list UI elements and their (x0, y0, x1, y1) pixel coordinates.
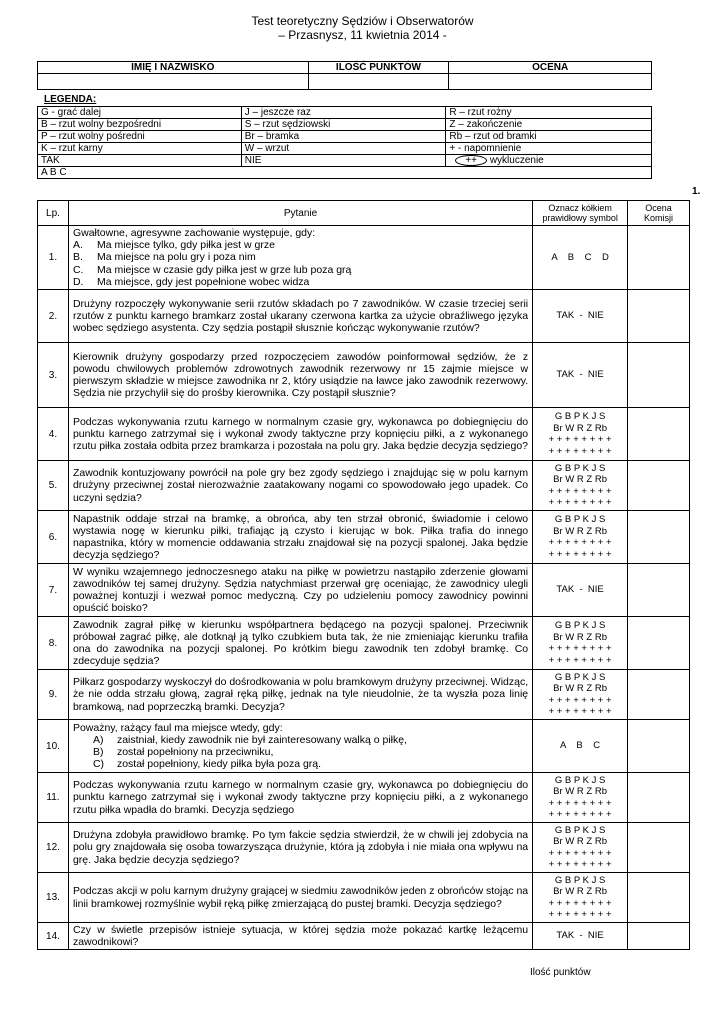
points-footer-label: Ilość punktów (530, 967, 591, 978)
question-row (38, 617, 690, 670)
question-number: 1. (38, 226, 69, 290)
question-number: 14. (38, 923, 69, 950)
question-text: Gwałtowne, agresywne zachowanie występuje, gdy: (72, 227, 316, 239)
question-row (38, 564, 690, 617)
question-text: Drużyny rozpoczęły wykonywanie serii rzutów składach po 7 zawodników. W czasie trzeciej serii rzutów z punktu karnego bramkarz został ukarany czerwona kartka za użycie obraźliwego języka wobec sędziego asystenta. Czy sędzia postąpił słusznie kończąc wykonywanie rzutów? (72, 297, 529, 335)
points-column-header: ILOŚĆ PUNKTÓW (308, 62, 449, 74)
committee-grade-cell[interactable] (628, 343, 690, 408)
question-text: Piłkarz gospodarzy wyskoczył do dośrodkowania w polu bramkowym drużyny przeciwnej. Widząc, że nie odda strzału głową, zagrał ręką piłkę, jednak na tyle nieudolnie, że ta wyszła poza linię bramkową, nad poprzeczką bramki. Decyzja? (72, 676, 529, 713)
question-number: 2. (38, 290, 69, 343)
committee-grade-cell[interactable] (628, 670, 690, 720)
grade-field[interactable] (449, 74, 652, 90)
legend-cell: P – rzut wolny pośredni (38, 131, 242, 143)
question-number: 4. (38, 408, 69, 461)
answer-option (73, 746, 528, 758)
question-cell (68, 343, 532, 408)
answer-symbols[interactable]: G B P K J S Br W R Z Rb + + + + + + + + + + + + + + + + (533, 823, 628, 873)
circle-symbol: ++ (455, 155, 487, 166)
question-text: Podczas wykonywania rzutu karnego w normalnym czasie gry, wykonawca po dobiegnięciu do punktu karnego zatrzymał się i wykonał zwody taktyczne przy kopnięciu piłki, a z wykonanego rzutu piłka wpadła do bramki. Decyzja sędziego (72, 779, 529, 816)
legend-cell: NIE (241, 155, 446, 167)
answer-symbols[interactable]: TAK - NIE (533, 343, 628, 408)
committee-grade-cell[interactable] (628, 873, 690, 923)
legend-cell-red-card (446, 155, 652, 167)
question-cell (68, 226, 532, 290)
question-number: 10. (38, 720, 69, 773)
legend-cell: G - grać dalej (38, 107, 242, 119)
option-text: Ma miejsce tylko, gdy piłka jest w grze (96, 239, 275, 252)
question-row (38, 461, 690, 511)
question-header: Pytanie (68, 201, 532, 226)
question-text: Kierownik drużyny gospodarzy przed rozpoczęciem zawodów poinformował sędziów, że z powodu chwilowych problemów zdrowotnych zawodnik rezerwowy nr 15 zajmie miejsce w pierwszym składzie w miejsce zawodnika nr 2, który usiądzie na ławce jako zawodnik rezerwowy. Sędzia nie przychylił się do prośby kierownika. Czy postąpił słusznie? (72, 350, 529, 400)
answer-option (73, 758, 528, 770)
title-line-1: Test teoretyczny Sędziów i Obserwatorów (251, 14, 474, 28)
question-text: Zawodnik kontuzjowany powrócił na pole gry bez zgody sędziego i znajdując się w polu karnym drużyny przeciwnej został nierozważnie zaatakowany nogami co spowodowało jego upadek. Co uczyni sędzia? (72, 467, 529, 504)
committee-grade-cell[interactable] (628, 823, 690, 873)
committee-grade-cell[interactable] (628, 564, 690, 617)
option-letter: C) (92, 758, 105, 771)
legend-cell: S – rzut sędziowski (241, 119, 446, 131)
legend-title: LEGENDA: (44, 94, 97, 105)
answer-symbols[interactable]: TAK - NIE (533, 564, 628, 617)
option-letter: A. (72, 239, 83, 252)
legend-cell: W – wrzut (241, 143, 446, 155)
question-text: Czy w świetle przepisów istnieje sytuacja, w której sędzia może pokazać kartkę leżącemu zawodnikowi? (72, 924, 529, 949)
question-text: Napastnik oddaje strzał na bramkę, a obrońca, aby ten strzał obronić, świadomie i celowo wystawia nogę w kierunku piłki, trafiając ją czysto i kierując w bok. Piłka trafia do innego napastnika, który w momencie oddawania strzału znajdował się na pozycji spalonej. Jaka będzie decyzja sędziego? (72, 512, 529, 562)
grade-header-line-2: Komisji (644, 213, 674, 223)
question-row (38, 226, 690, 290)
answer-header-line-2: prawidłowy symbol (542, 213, 618, 223)
question-cell (68, 461, 532, 511)
committee-grade-cell[interactable] (628, 923, 690, 950)
question-number: 7. (38, 564, 69, 617)
committee-grade-cell[interactable] (628, 720, 690, 773)
question-number: 12. (38, 823, 69, 873)
question-row (38, 290, 690, 343)
lp-header: Lp. (38, 201, 69, 226)
sheet-number: 1. (692, 186, 701, 197)
question-number: 8. (38, 617, 69, 670)
question-number: 11. (38, 773, 69, 823)
answer-option (73, 734, 528, 746)
legend-cell: + - napomnienie (446, 143, 652, 155)
question-cell (68, 408, 532, 461)
legend-table (37, 106, 652, 179)
question-text: Poważny, rażący faul ma miejsce wtedy, gdy: (72, 721, 283, 734)
answer-symbols[interactable]: TAK - NIE (533, 290, 628, 343)
committee-grade-cell[interactable] (628, 226, 690, 290)
committee-grade-cell[interactable] (628, 290, 690, 343)
name-column-header: IMIĘ I NAZWISKO (38, 62, 309, 74)
question-cell (68, 873, 532, 923)
option-text: Ma miejsce w czasie gdy piłka jest w grze lub poza grą (96, 263, 352, 276)
question-text: Drużyna zdobyła prawidłowo bramkę. Po tym fakcie sędzia stwierdził, że w chwili jej zdobycia na polu gry znajdowała się osoba towarzysząca drużynie, która ją zdobyła i nie miała ona wpływu na grę. Jaka będzie decyzja sędziego? (72, 829, 529, 866)
option-letter: B) (92, 746, 104, 759)
question-row (38, 773, 690, 823)
committee-grade-cell[interactable] (628, 408, 690, 461)
option-text: zaistniał, kiedy zawodnik nie był zainteresowany walką o piłkę, (116, 733, 408, 746)
answer-symbols[interactable]: G B P K J S Br W R Z Rb + + + + + + + + + + + + + + + + (533, 408, 628, 461)
option-letter: B. (72, 251, 83, 264)
question-cell (68, 670, 532, 720)
question-row (38, 720, 690, 773)
question-text: W wyniku wzajemnego jednoczesnego ataku na piłkę w powietrzu nastąpiło zderzenie głowami zawodników tej samej drużyny. Sędzia natychmiast przerwał grę oceniając, że zawodnicy ulegli poważnej kontuzji i wezwał pomoc medyczną. Czy po udzieleniu pomocy zawodnicy powinni opuścić boisko? (72, 565, 529, 615)
legend-cell: Rb – rzut od bramki (446, 131, 652, 143)
answer-header (533, 201, 628, 226)
name-field[interactable] (38, 74, 309, 90)
committee-grade-cell[interactable] (628, 461, 690, 511)
answer-symbols[interactable]: A B C D (533, 226, 628, 290)
legend-abc-row: A B C (38, 167, 652, 179)
legend-cell: R – rzut rożny (446, 107, 652, 119)
question-cell (68, 511, 532, 564)
option-text: został popełniony na przeciwniku, (116, 746, 274, 759)
question-cell (68, 923, 532, 950)
answer-symbols[interactable]: G B P K J S Br W R Z Rb + + + + + + + + + + + + + + + + (533, 511, 628, 564)
question-cell (68, 564, 532, 617)
legend-cell: J – jeszcze raz (241, 107, 446, 119)
candidate-header-table (37, 61, 652, 90)
answer-option (73, 239, 528, 251)
committee-grade-cell[interactable] (628, 773, 690, 823)
answer-symbols[interactable]: G B P K J S Br W R Z Rb + + + + + + + + + + + + + + + + (533, 773, 628, 823)
question-text: Zawodnik zagrał piłkę w kierunku współpartnera będącego na pozycji spalonej. Przeciwnik próbował zagrać piłkę, ale dotknął ją tylko czubkiem buta tak, że nie zmieniając kierunku trafiła ona do zawodnika na pozycji spalonej. Po krótkim biegu zawodnik ten zdobył bramkę. Co zdecyduje sędzia? (72, 618, 529, 668)
question-cell (68, 290, 532, 343)
answer-option (73, 251, 528, 263)
grade-column-header: OCENA (449, 62, 652, 74)
committee-grade-cell[interactable] (628, 617, 690, 670)
question-text: Podczas akcji w polu karnym drużyny grającej w siedmiu zawodników jeden z obrońców stojąc na linii bramkowej rozmyślnie wybił ręką piłkę zmierzającą do pustej bramki. Decyzja sędziego? (72, 885, 529, 910)
legend-cell: Br – bramka (241, 131, 446, 143)
answer-option (73, 276, 528, 288)
questions-body (38, 226, 690, 950)
answer-symbols[interactable]: G B P K J S Br W R Z Rb + + + + + + + + + + + + + + + + (533, 873, 628, 923)
answer-option (73, 264, 528, 276)
points-field[interactable] (308, 74, 449, 90)
question-cell (68, 617, 532, 670)
question-cell (68, 773, 532, 823)
option-letter: D. (72, 275, 84, 288)
question-cell (68, 720, 532, 773)
question-row (38, 873, 690, 923)
option-letter: C. (72, 263, 84, 276)
legend-cell: B – rzut wolny bezpośredni (38, 119, 242, 131)
question-number: 5. (38, 461, 69, 511)
legend-red-card-label: wykluczenie (489, 155, 544, 166)
option-letter: A) (92, 733, 104, 746)
answer-symbols[interactable]: G B P K J S Br W R Z Rb + + + + + + + + + + + + + + + + (533, 461, 628, 511)
question-text: Podczas wykonywania rzutu karnego w normalnym czasie gry, wykonawca po dobiegnięciu do punktu karnego zatrzymał się i wykonał zwody taktyczne przy kopnięciu piłki, a z wykonanego rzutu piłka została odbita przez bramkarza i pozostała na polu gry. Jaka będzie decyzja sędziego? (72, 415, 529, 453)
question-row (38, 670, 690, 720)
question-row (38, 923, 690, 950)
questions-table (37, 200, 690, 950)
question-number: 6. (38, 511, 69, 564)
option-text: Ma miejsce na polu gry i poza nim (96, 251, 256, 264)
question-row (38, 823, 690, 873)
grade-header-line-1: Ocena (645, 203, 672, 213)
answer-symbols[interactable]: TAK - NIE (533, 923, 628, 950)
question-number: 13. (38, 873, 69, 923)
legend-cell: TAK (38, 155, 242, 167)
grade-header (628, 201, 690, 226)
title-line-2: – Przasnysz, 11 kwietnia 2014 - (278, 28, 447, 42)
committee-grade-cell[interactable] (628, 511, 690, 564)
option-text: został popełniony, kiedy piłka była poza grą. (116, 758, 322, 771)
answer-symbols[interactable]: G B P K J S Br W R Z Rb + + + + + + + + + + + + + + + + (533, 617, 628, 670)
question-number: 9. (38, 670, 69, 720)
legend-cell: K – rzut karny (38, 143, 242, 155)
question-row (38, 511, 690, 564)
question-row (38, 343, 690, 408)
answer-symbols[interactable]: G B P K J S Br W R Z Rb + + + + + + + + + + + + + + + + (533, 670, 628, 720)
option-text: Ma miejsce, gdy jest popełnione wobec widza (96, 275, 310, 288)
question-number: 3. (38, 343, 69, 408)
answer-symbols[interactable]: A B C (533, 720, 628, 773)
answer-header-line-1: Oznacz kółkiem (548, 203, 612, 213)
legend-cell: Z – zakończenie (446, 119, 652, 131)
question-row (38, 408, 690, 461)
document-title (0, 14, 725, 42)
question-cell (68, 823, 532, 873)
